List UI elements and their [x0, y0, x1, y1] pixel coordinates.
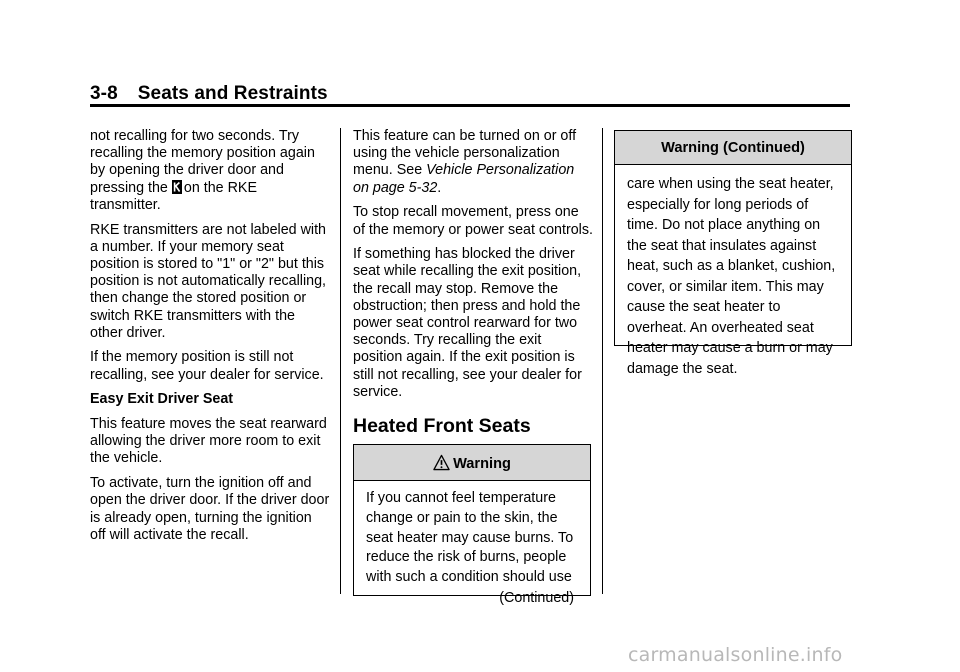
warning-triangle-icon — [433, 454, 450, 471]
paragraph — [90, 128, 330, 214]
column-divider-left — [340, 128, 341, 594]
paragraph: If the memory position is still not recalling, see your dealer for service. — [90, 349, 324, 383]
subheading: Easy Exit Driver Seat — [90, 391, 234, 408]
paragraph — [353, 128, 593, 197]
column-2 — [353, 128, 593, 449]
page-header — [90, 83, 328, 105]
warning-text: If you cannot feel temperature change or pain to the skin, the seat heater may cause burns. To reduce the risk of burns, people with such a condition should use — [366, 490, 574, 586]
rke-memory-key-icon — [172, 180, 182, 194]
warning-title-text: Warning — [453, 456, 511, 472]
section-name: Seats and Restraints — [137, 83, 328, 104]
header-rule — [90, 104, 850, 107]
warning-continued-box — [614, 130, 852, 377]
page-number: 3-8 — [90, 83, 118, 104]
warning-box — [353, 444, 591, 606]
paragraph: RKE transmitters are not labeled with a number. If your memory seat position is stored to "1" or "2" but this position is not automatically recalling, then change the stored position or switch RKE transmitters with the other driver. — [90, 221, 327, 341]
paragraph: This feature moves the seat rearward allowing the driver more room to exit the vehicle. — [90, 416, 327, 467]
paragraph: To activate, turn the ignition off and open the driver door. If the driver door is already open, turning the ignition off will activate the recall. — [90, 475, 330, 543]
warning-title — [354, 445, 590, 481]
paragraph-text: . — [437, 179, 442, 196]
paragraph: If something has blocked the driver seat while recalling the exit position, the recall may stop. Remove the obstruction; then press and hold the power seat control rearward for two seconds. Try recalling the exit position again. If the exit position is still not recalling, see your dealer for service. — [353, 246, 582, 400]
paragraph-text: not recalling for two seconds. Try recalling the memory position again by opening the driver door and pressing the — [90, 128, 315, 196]
paragraph-text: on the RKE transmitter. — [90, 179, 257, 213]
continued-label: (Continued) — [499, 589, 574, 606]
section-title: Heated Front Seats — [353, 415, 531, 438]
warning-body: care when using the seat heater, especially for long periods of time. Do not place anything on the seat that insulates against heat, such as a blanket, cushion, cover, or similar item. This may cause the seat heater to overheat. An overheated seat heater may cause a burn or may damage the seat. — [627, 176, 836, 377]
paragraph-text: This feature can be turned on or off using the vehicle personalization menu. See — [353, 128, 577, 179]
paragraph: To stop recall movement, press one of the memory or power seat controls. — [353, 204, 593, 238]
column-1 — [90, 128, 330, 551]
column-divider-right — [602, 128, 603, 594]
watermark: carmanualsonline.info — [628, 644, 843, 666]
cross-reference-link[interactable]: Vehicle Personalization on page 5-32 — [353, 162, 575, 196]
warning-title: Warning (Continued) — [615, 131, 851, 165]
warning-body — [354, 481, 590, 609]
